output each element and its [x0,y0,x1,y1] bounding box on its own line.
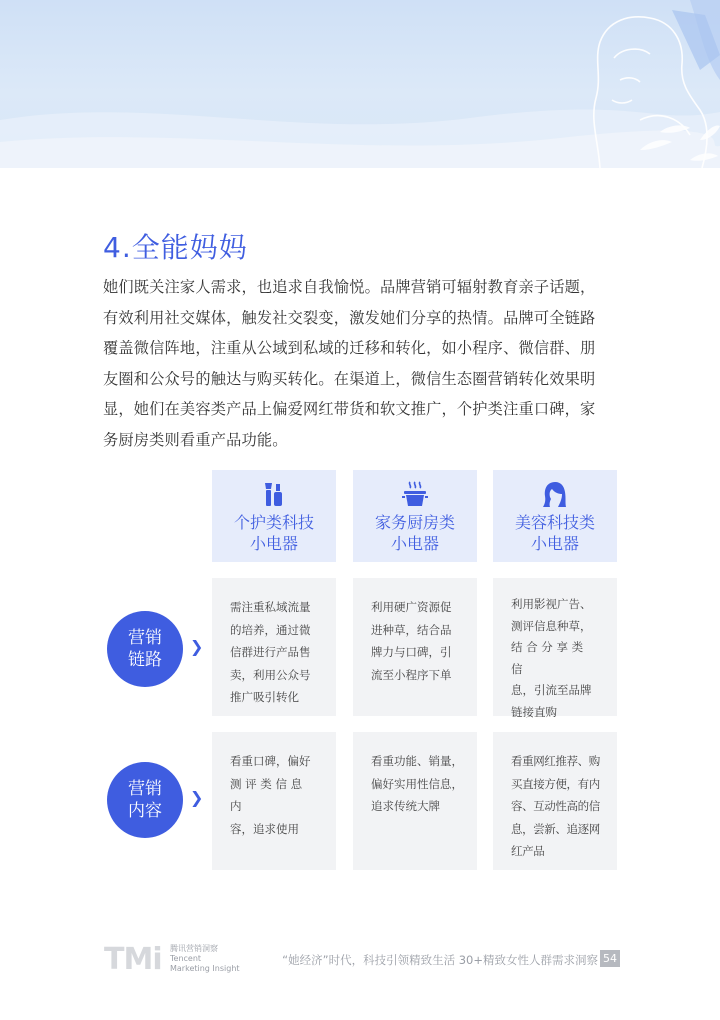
logo-text [170,944,240,974]
personal-care-icon [260,480,288,508]
category-label: 家务厨房类 小电器 [374,513,455,553]
category-label: 美容科技类 小电器 [514,513,595,553]
row-label-marketing-path: 营销 链路 [107,611,183,687]
cell-personal-care-content [212,732,336,870]
cell-line: 测 评 类 信 息 [230,776,303,791]
intro-paragraph [103,272,623,455]
logo-mark: TMi [104,942,162,977]
paragraph-line: 有效利用社交媒体，触发社交裂变，激发她们分享的热情。品牌可全链路 [103,308,596,327]
cooking-pot-icon [401,480,429,508]
logo-line: Marketing Insight [170,964,240,973]
paragraph-line: 友圈和公众号的触达与购买转化。在渠道上，微信生态圈营销转化效果明 [103,369,596,388]
cell-line: 进种草，结合品 [371,622,452,637]
cell-line: 的培养，通过微 [230,622,311,637]
cell-line: 息，尝新、追逐网 [511,821,600,836]
category-beauty [493,470,617,562]
cell-line: 利用影视广告、 [511,597,592,611]
cell-line: 需注重私域流量 [230,600,311,614]
cell-beauty-path [493,578,617,719]
cell-line: 容、互动性高的信 [511,799,600,813]
category-label: 个护类科技 小电器 [233,513,314,553]
cell-line: 内 [230,799,242,813]
tmi-logo [104,942,240,977]
cell-line: 容，追求使用 [230,821,299,836]
paragraph-line: 她们既关注家人需求，也追求自我愉悦。品牌营销可辐射教育亲子话题， [103,278,596,296]
category-kitchen [353,470,477,562]
row-label-marketing-content: 营销 内容 [107,762,183,838]
paragraph-line: 务厨房类则看重产品功能。 [103,430,288,449]
cell-kitchen-content [353,732,477,870]
cell-personal-care-path [212,578,336,716]
cell-line: 信群进行产品售 [230,645,311,659]
cell-line: 息，引流至品牌 [511,683,592,697]
cell-line: 信 [511,661,523,676]
cell-line: 推广吸引转化 [230,690,299,704]
cell-line: 看重功能、销量， [371,754,463,768]
cell-line: 流至小程序下单 [371,667,452,682]
cell-line: 看重网红推荐、购 [511,754,600,768]
cell-line: 买直接方便，有内 [511,776,600,791]
footer-caption: “她经济”时代，科技引领精致生活 30+精致女性人群需求洞察 [282,953,598,967]
header-banner [0,0,720,168]
page-number: 54 [600,950,620,967]
cell-line: 牌力与口碑，引 [371,645,452,659]
cell-line: 链接直购 [511,704,557,719]
cell-line: 结 合 分 享 类 [511,640,584,654]
cell-line: 测评信息种草， [511,618,592,633]
cell-line: 利用硬广资源促 [371,600,452,614]
logo-line: 腾讯营销洞察 [170,944,218,953]
cell-line: 卖，利用公众号 [230,667,311,682]
cell-line: 偏好实用性信息， [371,776,463,791]
cell-beauty-content [493,732,617,870]
woman-silhouette-illustration [0,0,720,168]
cell-line: 红产品 [511,844,545,858]
category-personal-care [212,470,336,562]
section-title: 4.全能妈妈 [103,231,248,264]
woman-face-icon [541,480,569,508]
paragraph-line: 显，她们在美容类产品上偏爱网红带货和软文推广，个护类注重口碑，家 [103,400,596,418]
logo-line: Tencent [170,954,202,963]
cell-line: 看重口碑，偏好 [230,754,311,768]
cell-line: 追求传统大牌 [371,799,440,813]
chevron-right-icon: ❯ [190,637,204,656]
cell-kitchen-path [353,578,477,716]
chevron-right-icon: ❯ [190,788,204,807]
paragraph-line: 覆盖微信阵地，注重从公域到私域的迁移和转化，如小程序、微信群、朋 [103,339,596,357]
